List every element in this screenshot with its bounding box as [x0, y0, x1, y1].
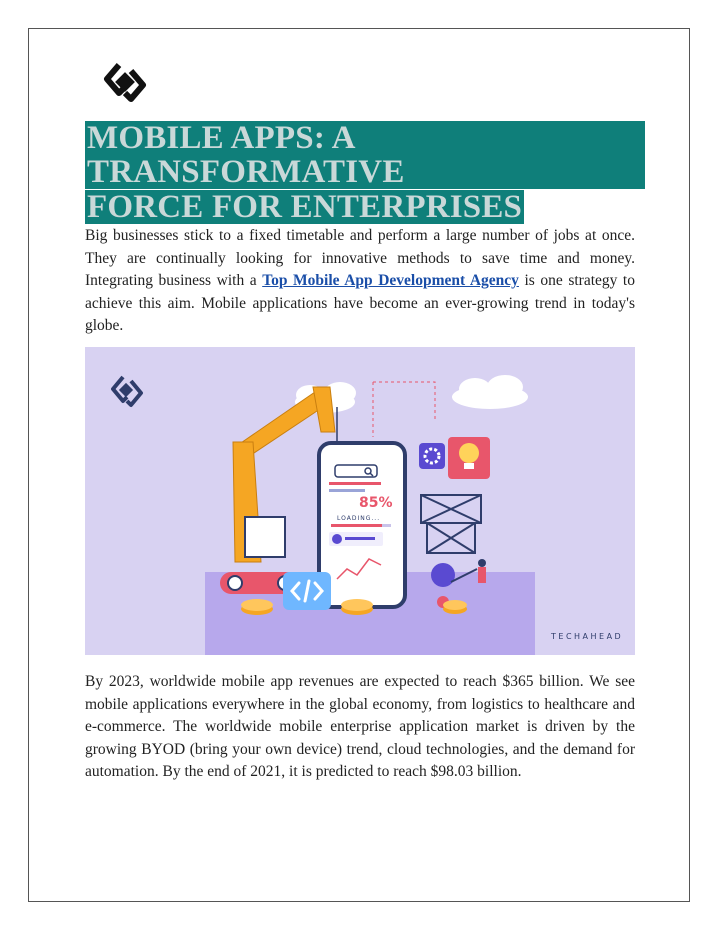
worker-head	[478, 559, 486, 567]
company-logo-icon	[101, 57, 151, 107]
agency-link[interactable]: Top Mobile App Development Agency	[262, 272, 519, 289]
checkmark-icon	[332, 534, 342, 544]
scaffold	[421, 495, 481, 553]
intro-paragraph	[85, 225, 635, 338]
brand-label: TECHAHEAD	[551, 632, 624, 641]
revenue-paragraph: By 2023, worldwide mobile app revenues are expected to reach $365 billion. We see mobile applications everywhere in the global economy, from logistics to healthcare and e-commerce. The worldwide mobile enterprise application market is driven by the growing BYOD (bring your own device) trend, cloud technologies, and the demand for automation. By the end of 2021, it is predicted to reach $98.03 billion.	[85, 673, 635, 780]
intro-text-start: Big businesses stick to a fixed timetable and perform a large number of jobs at once. They are continually looking for innovative methods to save time and money. Integrating business with a	[85, 227, 635, 289]
intro-text-end: is one strategy to achieve this aim. Mobile applications have become an ever-growing trend in today's globe.	[85, 272, 635, 334]
document-page	[28, 28, 690, 902]
progress-label: 85%	[359, 495, 393, 511]
loading-label: LOADING...	[337, 515, 381, 522]
title-line-2: FORCE FOR ENTERPRISES	[87, 189, 523, 225]
crane-cabin	[245, 517, 285, 557]
progress-fill	[331, 524, 382, 527]
gear-tile	[419, 443, 445, 469]
hero-illustration	[85, 347, 635, 655]
title-line-1: MOBILE APPS: A TRANSFORMATIVE	[85, 121, 645, 189]
wheelbarrow-load	[431, 563, 455, 587]
page-title	[85, 121, 645, 225]
